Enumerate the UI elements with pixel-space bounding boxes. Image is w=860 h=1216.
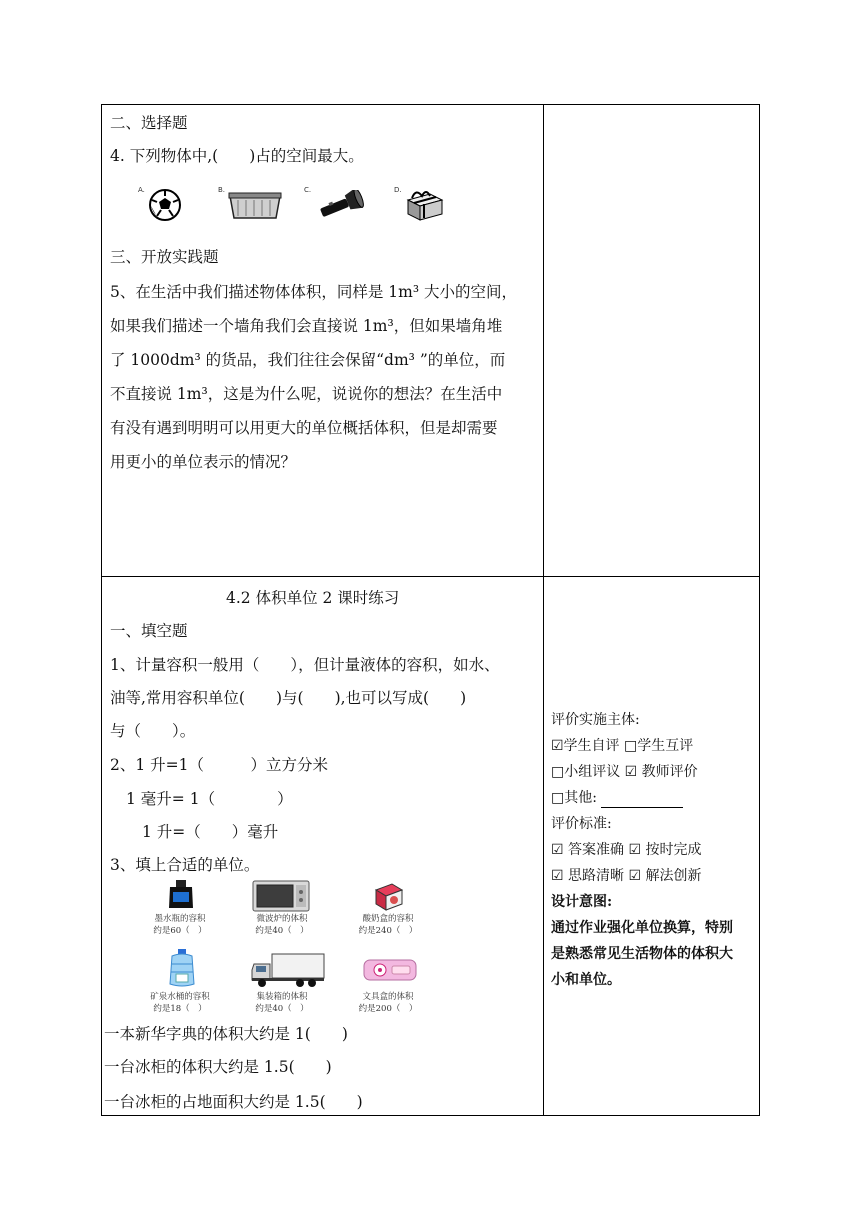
design-intent-label: 设计意图: (551, 894, 613, 910)
caption-container-2: 约是40（ ） (255, 1004, 309, 1014)
flashlight-icon (314, 190, 366, 220)
option-d-label: D. (394, 186, 402, 194)
heading-open-practice: 三、开放实践题 (110, 248, 219, 266)
container-truck-icon (250, 952, 326, 988)
question-5-line-4: 不直接说 1m³，这是为什么呢，说说你的想法？在生活中 (110, 385, 503, 403)
caption-pencil-box-2: 约是200（ ） (358, 1004, 418, 1014)
ink-bottle-icon (166, 878, 196, 910)
pencil-box-icon (362, 958, 418, 982)
table-cell-top-left (101, 104, 544, 577)
caption-pencil-box-1: 文具盒的体积 (362, 992, 414, 1002)
evaluation-row-2: □小组评议 ☑ 教师评价 (551, 764, 698, 780)
heading-choice: 二、选择题 (110, 114, 188, 132)
evaluation-row-1: ☑学生自评 □学生互评 (551, 738, 694, 754)
question-4: 4. 下列物体中,( )占的空间最大。 (110, 147, 364, 165)
evaluation-subject-label: 评价实施主体: (551, 712, 640, 728)
evaluation-other (551, 788, 683, 808)
caption-water-jug-2: 约是18（ ） (153, 1004, 207, 1014)
question-3: 3、填上合适的单位。 (110, 856, 260, 874)
storage-box-icon (228, 190, 282, 220)
question-5-line-1: 5、在生活中我们描述物体体积，同样是 1m³ 大小的空间， (110, 283, 517, 301)
option-c-label: C. (304, 186, 312, 194)
water-jug-icon (166, 948, 198, 988)
section-title: 4.2 体积单位 2 课时练习 (226, 589, 400, 607)
question-5-line-3: 了 1000dm³ 的货品，我们往往会保留“dm³ ”的单位，而 (110, 351, 506, 369)
other-blank-line (601, 793, 683, 808)
design-intent-line-1: 通过作业强化单位换算，特别 (551, 920, 733, 936)
caption-yogurt-box-1: 酸奶盒的容积 (362, 914, 414, 924)
soccer-ball-icon (148, 188, 182, 222)
heading-fill-in: 一、填空题 (110, 622, 188, 640)
design-intent-line-3: 小和单位。 (551, 972, 621, 988)
caption-water-jug-1: 矿泉水桶的容积 (150, 992, 210, 1002)
question-5-line-5: 有没有遇到明明可以用更大的单位概括体积，但是却需要 (110, 419, 498, 437)
caption-ink-bottle-2: 约是60（ ） (153, 926, 207, 936)
caption-microwave-2: 约是40（ ） (255, 926, 309, 936)
option-a-label: A. (138, 186, 145, 194)
question-2-line-1: 2、1 升=1（ ）立方分米 (110, 756, 328, 774)
evaluation-standard-label: 评价标准: (551, 816, 612, 832)
question-1-line-1: 1、计量容积一般用（ ），但计量液体的容积，如水、 (110, 656, 500, 674)
tail-line-2: 一台冰柜的体积大约是 1.5( ) (104, 1058, 332, 1076)
evaluation-row-3: ☑ 答案准确 ☑ 按时完成 (551, 842, 702, 858)
microwave-icon (252, 880, 310, 912)
question-1-line-2: 油等,常用容积单位( )与( ),也可以写成( ) (110, 689, 467, 707)
caption-yogurt-box-2: 约是240（ ） (358, 926, 418, 936)
question-1-line-3: 与（ ）。 (110, 722, 196, 740)
question-2-line-3: 1 升=（ ）毫升 (142, 823, 279, 841)
caption-microwave-1: 微波炉的体积 (256, 914, 308, 924)
option-b-label: B. (218, 186, 226, 194)
design-intent-line-2: 是熟悉常见生活物体的体积大 (551, 946, 733, 962)
caption-container-1: 集装箱的体积 (256, 992, 308, 1002)
evaluation-row-4: ☑ 思路清晰 ☑ 解法创新 (551, 868, 702, 884)
evaluation-other-label: □其他: (551, 790, 597, 806)
tail-line-1: 一本新华字典的体积大约是 1( ) (104, 1025, 348, 1043)
table-cell-top-right (543, 104, 760, 577)
tail-line-3: 一台冰柜的占地面积大约是 1.5( ) (104, 1093, 363, 1111)
caption-ink-bottle-1: 墨水瓶的容积 (154, 914, 206, 924)
gift-box-icon (402, 186, 446, 222)
yogurt-box-icon (372, 880, 406, 912)
question-2-line-2: 1 毫升= 1（ ） (126, 790, 293, 808)
question-5-line-6: 用更小的单位表示的情况？ (110, 453, 297, 471)
question-5-line-2: 如果我们描述一个墙角我们会直接说 1m³，但如果墙角堆 (110, 317, 503, 335)
